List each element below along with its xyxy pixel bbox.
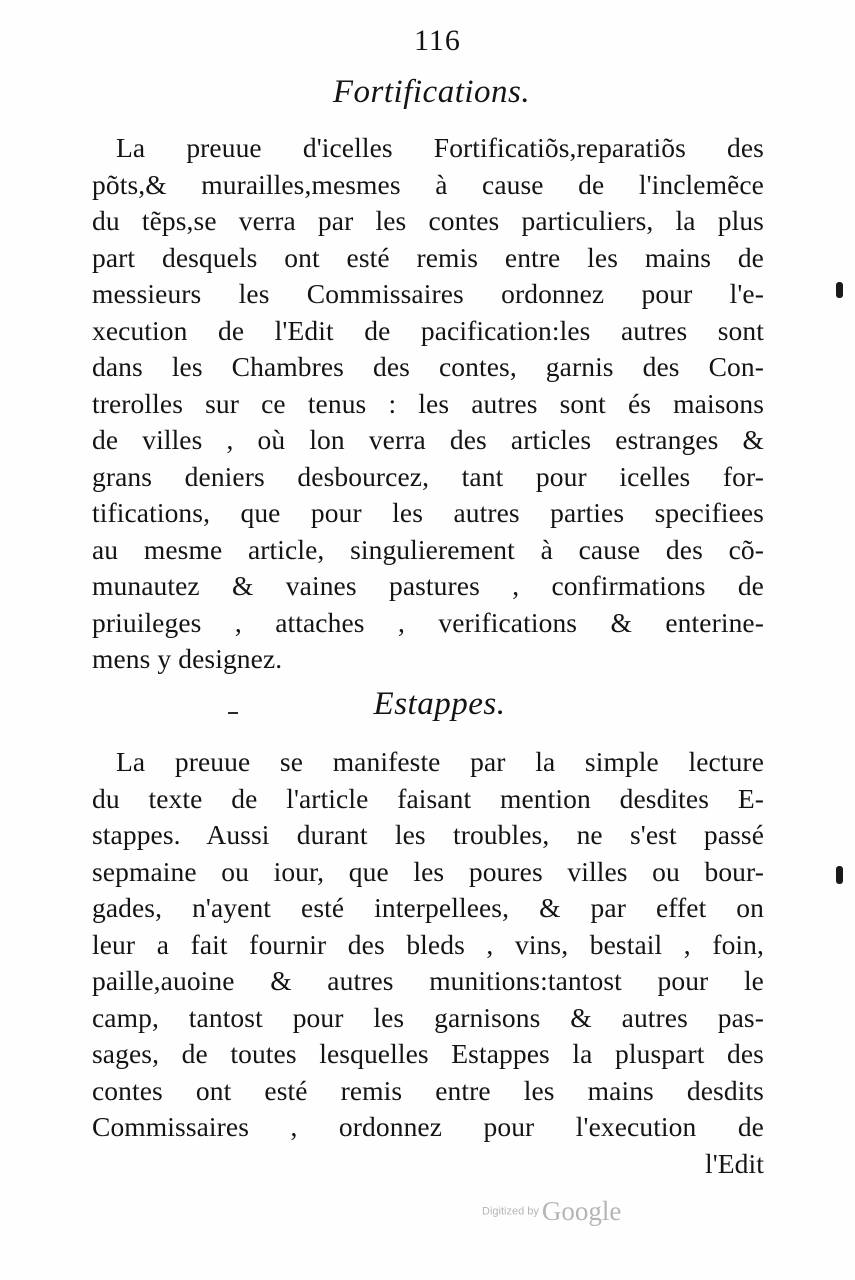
text-line: priuileges , attaches , verifications & enterine- — [92, 606, 764, 638]
section-heading-estappes: Estappes. — [373, 686, 506, 722]
margin-ink-speck — [836, 866, 843, 884]
text-line: messieurs les Commissaires ordonnez pour l'e- — [92, 278, 764, 309]
text-line: du tẽps,se verra par les contes particuliers, la plus — [92, 205, 764, 236]
text-line: gades, n'ayent esté interpellees, & par effet on — [92, 892, 764, 923]
text-line: au mesme article, singulierement à cause des cõ- — [92, 533, 764, 565]
text-line: Commissaires , ordonnez pour l'execution de — [92, 1111, 764, 1142]
text-line: La preuue se manifeste par la simple lecture — [116, 746, 764, 777]
section-body-fortifications — [92, 130, 764, 678]
text-line: mens y designez. — [92, 643, 283, 674]
section-heading-fortifications: Fortifications. — [332, 74, 531, 110]
text-line: contes ont esté remis entre les mains desdits — [92, 1074, 764, 1106]
google-logo: Google — [541, 1196, 622, 1226]
text-line: põts,& murailles,mesmes à cause de l'inclemẽce — [92, 168, 764, 200]
text-line: part desquels ont esté remis entre les mains de — [92, 241, 764, 273]
page-number: 116 — [414, 24, 461, 57]
text-line: grans deniers desbourcez, tant pour icelles for- — [92, 460, 764, 492]
text-line: stappes. Aussi durant les troubles, ne s'est passé — [92, 819, 764, 850]
text-line: paille,auoine & autres munitions:tantost pour le — [92, 965, 764, 996]
digitization-watermark: Digitized by Google — [482, 1196, 622, 1226]
text-line: munautez & vaines pastures , confirmations de — [92, 570, 764, 601]
catchword: l'Edit — [704, 1147, 764, 1179]
text-line: xecution de l'Edit de pacification:les autres sont — [92, 314, 764, 346]
margin-ink-speck — [836, 282, 843, 298]
text-line: trerolles sur ce tenus : les autres sont és maisons — [92, 387, 764, 419]
text-line: de villes , où lon verra des articles estranges & — [92, 424, 764, 455]
text-line: dans les Chambres des contes, garnis des Con- — [92, 351, 764, 382]
text-line: sages, de toutes lesquelles Estappes la pluspart des — [92, 1038, 764, 1069]
text-line: La preuue d'icelles Fortificatiõs,reparatiõs des — [116, 132, 764, 163]
text-line: tifications, que pour les autres parties specifiees — [92, 497, 764, 528]
text-line: sepmaine ou iour, que les poures villes ou bour- — [92, 855, 764, 887]
section-body-estappes — [92, 744, 764, 1182]
text-line: camp, tantost pour les garnisons & autres pas- — [92, 1001, 764, 1033]
text-line: du texte de l'article faisant mention desdites E- — [92, 782, 764, 814]
text-line: leur a fait fournir des bleds , vins, bestail , foin, — [92, 928, 764, 960]
